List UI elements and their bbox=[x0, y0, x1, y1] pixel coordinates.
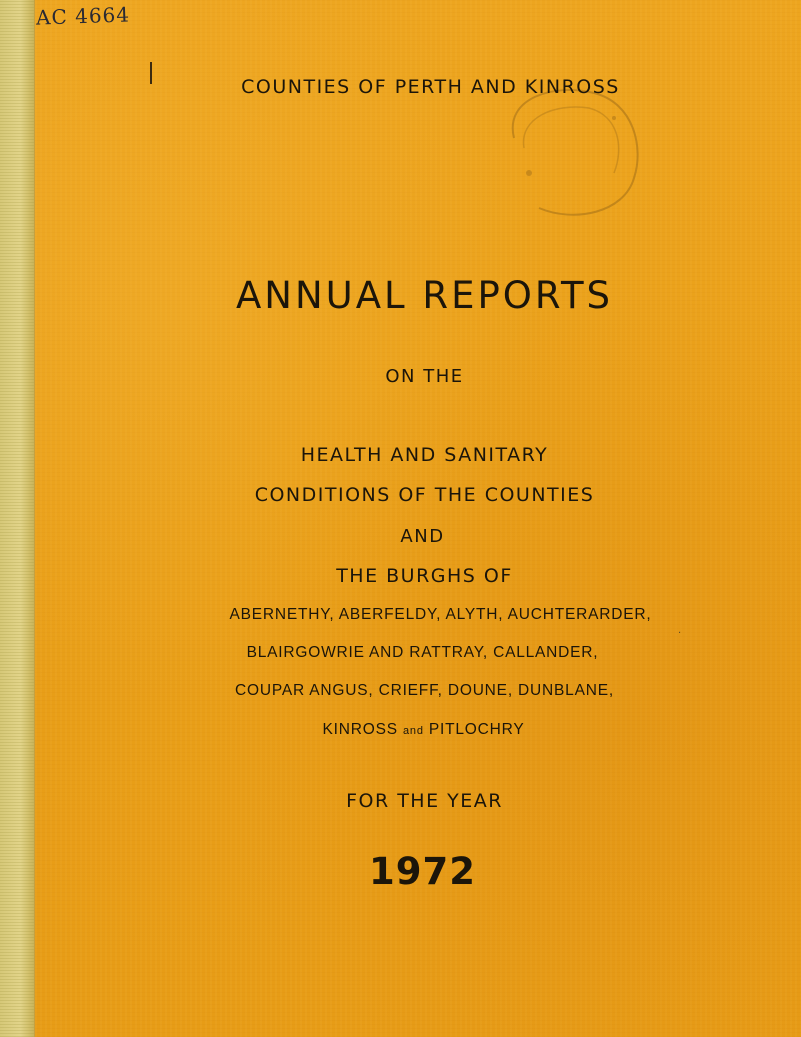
subject-line-1: HEALTH AND SANITARY bbox=[300, 444, 549, 466]
handwritten-reference: AC 4664 bbox=[35, 2, 131, 30]
report-year: 1972 bbox=[369, 850, 476, 893]
and-small-text: and bbox=[402, 725, 424, 737]
burghs-line-2: BLAIRGOWRIE AND RATTRAY, CALLANDER, bbox=[246, 644, 599, 661]
burgh-pitlochry: PITLOCHRY bbox=[423, 721, 525, 738]
burghs-line-3: COUPAR ANGUS, CRIEFF, DOUNE, DUNBLANE, bbox=[235, 682, 614, 699]
page-title: ANNUAL REPORTS bbox=[235, 274, 614, 317]
burgh-kinross: KINROSS bbox=[322, 721, 403, 738]
and-text: AND bbox=[400, 526, 445, 547]
burghs-heading: THE BURGHS OF bbox=[336, 565, 513, 587]
authority-heading: COUNTIES OF PERTH AND KINROSS bbox=[241, 76, 620, 98]
paper-speck: · bbox=[678, 628, 682, 639]
on-the-text: ON THE bbox=[385, 366, 464, 387]
subject-line-2: CONDITIONS OF THE COUNTIES bbox=[254, 484, 595, 506]
faded-library-stamp bbox=[494, 78, 654, 228]
burghs-line-1: ABERNETHY, ABERFELDY, ALYTH, AUCHTERARDER, bbox=[229, 606, 652, 623]
burghs-line-4 bbox=[23, 721, 801, 739]
for-the-year-text: FOR THE YEAR bbox=[346, 790, 503, 812]
